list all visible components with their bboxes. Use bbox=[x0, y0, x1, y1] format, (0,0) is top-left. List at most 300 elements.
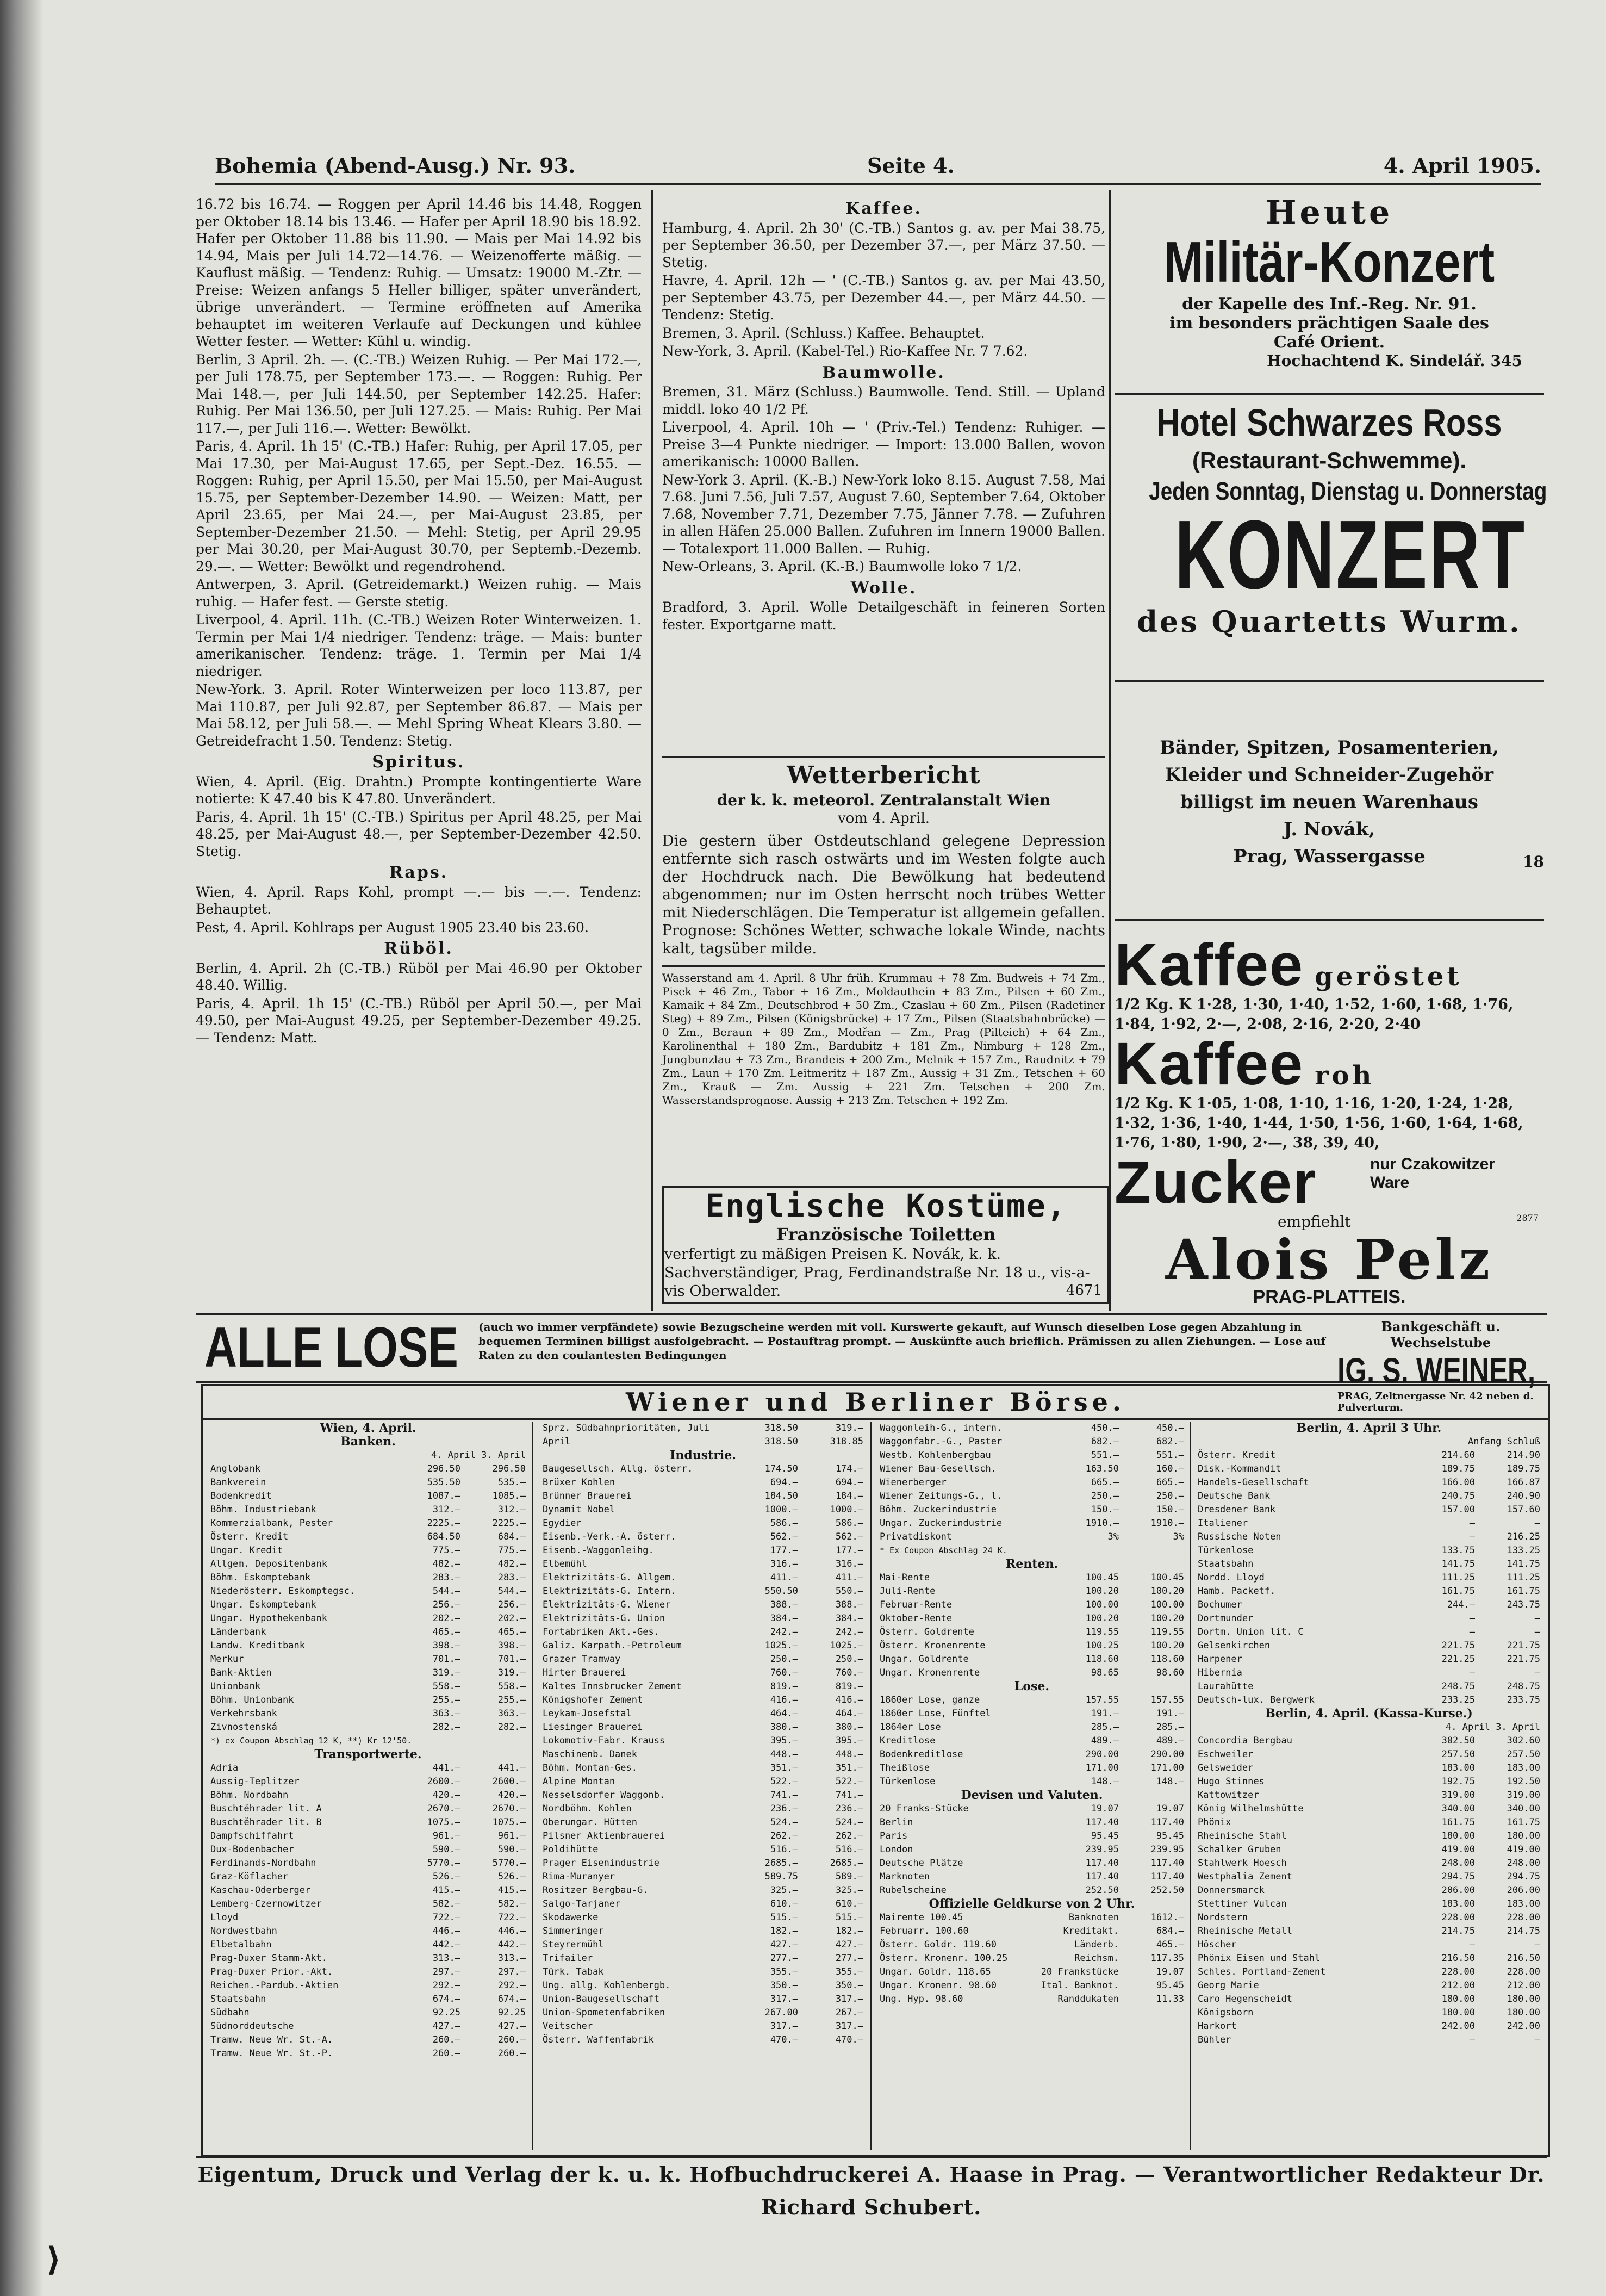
table-row bbox=[1198, 1938, 1540, 1952]
security-name: Eisenb.-Verk.-A. österr. bbox=[543, 1531, 676, 1542]
table-row bbox=[210, 1816, 526, 1829]
column-subheading: Transportwerte. bbox=[314, 1747, 422, 1761]
quote-value: 415.— bbox=[432, 1885, 460, 1896]
security-name: Alpine Montan bbox=[543, 1776, 615, 1787]
table-row bbox=[880, 1829, 1184, 1843]
quote-value: 419.00 bbox=[1441, 1844, 1475, 1855]
quote-value: 1075.— bbox=[427, 1817, 460, 1828]
table-row bbox=[880, 1965, 1184, 1979]
quote-value: 221.25 bbox=[1441, 1654, 1475, 1665]
security-name: Prag-Duxer Stamm-Akt. bbox=[210, 1953, 327, 1964]
quote-value: 282.— bbox=[497, 1722, 526, 1733]
quote-value: 150.— bbox=[1091, 1504, 1119, 1515]
quote-value: 398.— bbox=[432, 1640, 460, 1651]
table-row bbox=[880, 1612, 1184, 1625]
security-name: London bbox=[880, 1844, 913, 1855]
table-row bbox=[210, 1789, 526, 1802]
quote-value: 419.00 bbox=[1507, 1844, 1540, 1855]
quote-value: 2225.— bbox=[427, 1518, 460, 1529]
security-name: Skodawerke bbox=[543, 1912, 599, 1923]
quote-value: 420.— bbox=[497, 1790, 526, 1801]
quote-value: Reichsm. bbox=[1074, 1953, 1119, 1964]
quote-value: 448.— bbox=[835, 1749, 863, 1760]
quote-value: 206.00 bbox=[1441, 1885, 1475, 1896]
table-row bbox=[880, 1462, 1184, 1476]
table-row bbox=[1198, 1884, 1540, 1897]
quote-value: 319.00 bbox=[1507, 1790, 1540, 1801]
quote-value: 239.95 bbox=[1150, 1844, 1184, 1855]
quote-value: 183.00 bbox=[1507, 1763, 1540, 1773]
ad-side-note bbox=[1370, 1155, 1495, 1192]
table-row bbox=[210, 1870, 526, 1884]
security-name: Brünner Brauerei bbox=[543, 1491, 632, 1501]
paragraph: Paris, 4. April. 1h 15' (C.-TB.) Rüböl per April 50.—, per Mai 49.50, per Mai-August 49.25, per September-Dezember 49.25. — Tendenz: Matt. bbox=[196, 995, 642, 1046]
rows-banken bbox=[210, 1462, 526, 1734]
quote-value: 582.— bbox=[432, 1898, 460, 1909]
boerse-column-industrie bbox=[543, 1422, 863, 2047]
table-row bbox=[543, 1993, 863, 2006]
quote-value: — bbox=[1469, 2034, 1475, 2045]
quote-value: 684.— bbox=[497, 1531, 526, 1542]
table-row bbox=[543, 1693, 863, 1707]
table-row bbox=[210, 1897, 526, 1911]
quote-value: 148.— bbox=[1156, 1776, 1184, 1787]
table-row bbox=[1198, 1530, 1540, 1544]
quote-value: 2600.— bbox=[427, 1776, 460, 1787]
paragraph: Bremen, 3. April. (Schluss.) Kaffee. Behauptet. bbox=[662, 325, 985, 341]
quote-value: 351.— bbox=[770, 1763, 798, 1773]
table-row bbox=[1198, 1925, 1540, 1938]
quote-value: 522.— bbox=[835, 1776, 863, 1787]
table-row bbox=[880, 1693, 1184, 1707]
security-name: Österr. Kronenr. 100.25 bbox=[880, 1953, 1008, 1964]
security-name: Disk.-Kommandit bbox=[1198, 1463, 1281, 1474]
quote-value: 384.— bbox=[835, 1613, 863, 1624]
quote-value: 252.50 bbox=[1150, 1885, 1184, 1896]
table-row bbox=[210, 1761, 526, 1775]
security-name: Kaltes Innsbrucker Zement bbox=[543, 1681, 682, 1692]
security-name: Österr. Kronenrente bbox=[880, 1640, 986, 1651]
table-row bbox=[1198, 1449, 1540, 1462]
column-subheading: Renten. bbox=[1005, 1557, 1059, 1571]
quote-value: 92.25 bbox=[497, 2007, 526, 2018]
table-row bbox=[543, 1653, 863, 1666]
table-row bbox=[210, 1979, 526, 1993]
security-name: Schles. Portland-Zement bbox=[1198, 1966, 1326, 1977]
quote-value: 267.— bbox=[835, 2007, 863, 2018]
quote-value: 117.40 bbox=[1085, 1871, 1119, 1882]
security-name: Salgo-Tarjaner bbox=[543, 1898, 621, 1909]
quote-value: 398.— bbox=[497, 1640, 526, 1651]
quote-value: 248.00 bbox=[1507, 1858, 1540, 1869]
quote-value: — bbox=[1534, 2034, 1540, 2045]
quote-value: 562.— bbox=[835, 1531, 863, 1542]
quote-value: 100.00 bbox=[1150, 1599, 1184, 1610]
table-row bbox=[210, 2033, 526, 2047]
quote-value: 117.40 bbox=[1085, 1817, 1119, 1828]
quote-value: 228.00 bbox=[1441, 1912, 1475, 1923]
ad-line: der Kapelle des Inf.-Reg. Nr. 91. bbox=[1182, 295, 1477, 314]
security-name: Theißlose bbox=[880, 1763, 930, 1773]
quote-value: 117.35 bbox=[1150, 1953, 1184, 1964]
ad-line: PRAG, Zeltnergasse Nr. 42 neben d. Pulverturm. bbox=[1337, 1391, 1534, 1413]
table-row bbox=[880, 1625, 1184, 1639]
quote-value: 411.— bbox=[835, 1572, 863, 1583]
quote-value: 5770.— bbox=[492, 1858, 526, 1869]
section-heading: Kaffee. bbox=[845, 199, 922, 218]
column-subheading: Offizielle Geldkurse von 2 Uhr. bbox=[929, 1897, 1135, 1911]
security-name: 1864er Lose bbox=[880, 1722, 941, 1733]
table-row bbox=[543, 1639, 863, 1653]
table-row bbox=[880, 1870, 1184, 1884]
table-row bbox=[880, 1707, 1184, 1721]
quote-value: 141.75 bbox=[1441, 1559, 1475, 1569]
quote-value: 1025.— bbox=[830, 1640, 863, 1651]
quote-value: 312.— bbox=[497, 1504, 526, 1515]
quote-value: 262.— bbox=[835, 1830, 863, 1841]
security-name: Dresdener Bank bbox=[1198, 1504, 1276, 1515]
table-row bbox=[210, 1843, 526, 1857]
security-name: Ungar. Goldrente bbox=[880, 1654, 969, 1665]
table-row bbox=[210, 1585, 526, 1598]
ad-line: Prag, Wassergasse bbox=[1233, 846, 1426, 867]
security-name: Böhm. Unionbank bbox=[210, 1695, 294, 1705]
security-name: Paris bbox=[880, 1830, 908, 1841]
security-name: Nordwestbahn bbox=[210, 1926, 277, 1937]
quote-value: 214.90 bbox=[1507, 1450, 1540, 1461]
quote-value: — bbox=[1469, 1518, 1475, 1529]
paragraph: Liverpool, 4. April. 10h — ' (Priv.-Tel.) Tendenz: Ruhiger. — Preise 3—4 Punkte niedriger. — Import: 13.000 Ballen, wovon amerikanisch: 10000 Ballen. bbox=[662, 419, 1105, 469]
security-name: Phönix bbox=[1198, 1817, 1231, 1828]
column-subheading: Devisen und Valuten. bbox=[961, 1788, 1103, 1802]
quote-value: 442.— bbox=[497, 1939, 526, 1950]
security-name: Österr. Kredit bbox=[1198, 1450, 1276, 1461]
quote-value: 317.— bbox=[835, 1994, 863, 2005]
security-name: Harpener bbox=[1198, 1654, 1242, 1665]
table-row bbox=[210, 1462, 526, 1476]
security-name: Brüxer Kohlen bbox=[543, 1477, 615, 1488]
quote-value: 256.— bbox=[497, 1599, 526, 1610]
quote-value: 180.00 bbox=[1441, 1994, 1475, 2005]
quote-value: 180.00 bbox=[1507, 2007, 1540, 2018]
security-name: Hibernia bbox=[1198, 1667, 1242, 1678]
table-row bbox=[1198, 1666, 1540, 1680]
security-name: Merkur bbox=[210, 1654, 244, 1665]
security-name: Leykam-Josefstal bbox=[543, 1708, 632, 1719]
table-row bbox=[543, 1625, 863, 1639]
security-name: 1860er Lose, ganze bbox=[880, 1695, 980, 1705]
paragraph: Havre, 4. April. 12h — ' (C.-TB.) Santos g. av. per Mai 43.50, per September 43.75, per Dezember 44.—, per März 44.50. — Tendenz: Stetig. bbox=[662, 272, 1105, 322]
column-subheading: Lose. bbox=[1014, 1679, 1050, 1693]
security-name: Union-Spometenfabriken bbox=[543, 2007, 665, 2018]
table-row bbox=[543, 1952, 863, 1965]
quote-value: 119.55 bbox=[1150, 1627, 1184, 1637]
security-name: Kreditlose bbox=[880, 1735, 936, 1746]
table-row bbox=[210, 1707, 526, 1721]
quote-value: 701.— bbox=[497, 1654, 526, 1665]
table-row bbox=[543, 1829, 863, 1843]
table-row bbox=[880, 1925, 1184, 1938]
security-name: Ungar. Kronenr. 98.60 bbox=[880, 1980, 997, 1991]
quote-value: 2685.— bbox=[830, 1858, 863, 1869]
security-name: Pilsner Aktienbrauerei bbox=[543, 1830, 665, 1841]
ad-line: (Restaurant-Schwemme). bbox=[1192, 448, 1467, 473]
security-name: Niederösterr. Eskomptegsc. bbox=[210, 1586, 356, 1597]
quote-value: 446.— bbox=[497, 1926, 526, 1937]
quote-value: 760.— bbox=[770, 1667, 798, 1678]
paragraph: Paris, 4. April. 1h 15' (C.-TB.) Hafer: Ruhig, per April 17.05, per Mai 17.30, per Mai-August 17.65, per Sept.-Dez. 16.55. — Roggen: Ruhig, per April 15.50, per Mai 15.50, per Mai-August 15.75, per September-Dezember 14.90. — Weizen: Matt, per April 23.65, per Mai 24.—, per Mai-August 23.85, per September-Dezember 21.50. — Mehl: Stetig, per April 29.95 per Mai 30.20, per Mai-August 30.70, per Septemb.-Dezemb. 29.—. — Wetter: Bewölkt und regendrohend. bbox=[196, 438, 642, 574]
quote-value: 694.— bbox=[770, 1477, 798, 1488]
quote-value: 515.— bbox=[835, 1912, 863, 1923]
table-row bbox=[210, 1639, 526, 1653]
section-heading: Wolle. bbox=[850, 578, 917, 598]
quote-value: 118.60 bbox=[1085, 1654, 1119, 1665]
ad-englische-kostueme bbox=[662, 1186, 1110, 1304]
price-list: 1/2 Kg. K 1·05, 1·08, 1·10, 1·16, 1·20, 1·24, 1·28, 1·32, 1·36, 1·40, 1·44, 1·50, 1·56, 1·60, 1·64, 1·68, 1·76, 1·80, 1·90, 2·—, 38, 39, 40, bbox=[1115, 1095, 1523, 1151]
quote-value: 355.— bbox=[835, 1966, 863, 1977]
security-name: Reichen.-Pardub.-Aktien bbox=[210, 1980, 339, 1991]
column-dates: 4. April 3. April bbox=[1446, 1722, 1540, 1733]
quote-value: 694.— bbox=[835, 1477, 863, 1488]
ad-headline: Zucker bbox=[1115, 1149, 1317, 1216]
quote-value: 427.— bbox=[770, 1939, 798, 1950]
quote-value: 221.75 bbox=[1441, 1640, 1475, 1651]
quote-value: 318.50 bbox=[764, 1436, 798, 1447]
table-row bbox=[880, 1571, 1184, 1585]
quote-value: 516.— bbox=[835, 1844, 863, 1855]
ad-signature-text: Hochachtend K. Sindelář. bbox=[1267, 352, 1485, 370]
table-row bbox=[1198, 1544, 1540, 1557]
security-name: Deutsche Plätze bbox=[880, 1858, 963, 1869]
ad-divider bbox=[1115, 393, 1544, 395]
table-row bbox=[210, 1598, 526, 1612]
security-name: Dux-Bodenbacher bbox=[210, 1844, 294, 1855]
security-name: Oberungar. Hütten bbox=[543, 1817, 637, 1828]
security-name: Rubelscheine bbox=[880, 1885, 947, 1896]
table-row bbox=[880, 1530, 1184, 1544]
quote-value: — bbox=[1534, 1667, 1540, 1678]
table-row bbox=[1198, 1680, 1540, 1693]
weather-body: Die gestern über Ostdeutschland gelegene Depression entfernte sich rasch ostwärts und im Westen folgte auch der Hochdruck nach. Die Bewölkung hat bedeutend abgenommen; nur im Osten herrscht noch trübes Wetter mit Niederschlägen. Die Temperatur ist allgemein gefallen. Prognose: Schönes Wetter, schwache lokale Winde, nachts kalt, tagsüber milde. bbox=[662, 833, 1105, 957]
quote-value: 296.50 bbox=[427, 1463, 460, 1474]
security-name: Rheinische Metall bbox=[1198, 1926, 1292, 1937]
ad-address: PRAG-PLATTEIS. bbox=[1253, 1287, 1406, 1307]
table-row bbox=[543, 1612, 863, 1625]
quote-value: 240.90 bbox=[1507, 1491, 1540, 1501]
table-row bbox=[543, 2020, 863, 2033]
security-name: Bochumer bbox=[1198, 1599, 1242, 1610]
quote-value: 350.— bbox=[835, 1980, 863, 1991]
quote-value: 665.— bbox=[1156, 1477, 1184, 1488]
water-levels: Wasserstand am 4. April. 8 Uhr früh. Krummau + 78 Zm. Budweis + 74 Zm., Pisek + 46 Zm., Tabor + 16 Zm., Moldauthein + 83 Zm., Pilsen + 60 Zm., Kamaik + 84 Zm., Deutschbrod + 50 Zm., Czaslau + 60 Zm., Pilsen (Radetiner Steg) + 89 Zm., Pilsen (Königsbrücke) + 17 Zm., Pilsen (Staatsbahnbrücke) — 0 Zm., Beraun + 89 Zm., Modřan — Zm., Prag (Pilteich) + 64 Zm., Karolinenthal + 180 Zm., Bardubitz + 181 Zm., Nimburg + 128 Zm., Jungbunzlau + 73 Zm., Brandeis + 200 Zm., Melnik + 157 Zm., Raudnitz + 79 Zm., Laun + 170 Zm. Leitmeritz + 187 Zm., Aussig + 31 Zm., Tetschen + 60 Zm., Krauß — Zm. Aussig + 221 Zm. Tetschen + 200 Zm. Wasserstandsprognose. Aussig + 213 Zm. Tetschen + 192 Zm. bbox=[662, 965, 1105, 1107]
table-row bbox=[543, 1761, 863, 1775]
column-heading: Berlin, 4. April 3 Uhr. bbox=[1296, 1421, 1442, 1435]
ad-headline: Kaffee bbox=[1115, 932, 1304, 998]
weather-date: vom 4. April. bbox=[837, 810, 930, 827]
security-name: Bodenkreditlose bbox=[880, 1749, 963, 1760]
table-row bbox=[880, 1517, 1184, 1530]
table-row bbox=[1198, 2006, 1540, 2020]
quote-value: 1000.— bbox=[830, 1504, 863, 1515]
weather-subtitle: der k. k. meteorol. Zentralanstalt Wien bbox=[717, 791, 1051, 809]
ad-number: 345 bbox=[1490, 352, 1522, 370]
table-row bbox=[1198, 2033, 1540, 2047]
quote-value: 216.50 bbox=[1441, 1953, 1475, 1964]
rows-berlin-kassa bbox=[1198, 1734, 1540, 2047]
quote-value: 610.— bbox=[835, 1898, 863, 1909]
table-row bbox=[880, 1598, 1184, 1612]
table-row bbox=[1198, 1557, 1540, 1571]
table-row bbox=[543, 1965, 863, 1979]
security-name: Ungar. Kredit bbox=[210, 1545, 283, 1556]
security-name: Kattowitzer bbox=[1198, 1790, 1259, 1801]
quote-value: 590.— bbox=[497, 1844, 526, 1855]
quote-value: 550.50 bbox=[764, 1586, 798, 1597]
quote-value: 586.— bbox=[770, 1518, 798, 1529]
quote-value: 450.— bbox=[1091, 1423, 1119, 1434]
quote-value: 119.55 bbox=[1085, 1627, 1119, 1637]
quote-value: 189.75 bbox=[1507, 1463, 1540, 1474]
table-row bbox=[1198, 1816, 1540, 1829]
security-name: Privatdiskont bbox=[880, 1531, 953, 1542]
quote-value: 317.— bbox=[835, 2021, 863, 2032]
quote-value: 1025.— bbox=[764, 1640, 798, 1651]
rows-transport bbox=[210, 1761, 526, 2061]
security-name: Februarr. 100.60 bbox=[880, 1926, 969, 1937]
ad-body: verfertigt zu mäßigen Preisen K. Novák, k. k. Sachverständiger, Prag, Ferdinandstraße Nr. 18 u., vis-a-vis Oberwalder. bbox=[664, 1246, 1090, 1300]
security-name: Allgem. Depositenbank bbox=[210, 1559, 327, 1569]
quote-value: 760.— bbox=[835, 1667, 863, 1678]
security-name: Elektrizitäts-G. Union bbox=[543, 1613, 665, 1624]
table-row bbox=[210, 1476, 526, 1490]
quote-value: 384.— bbox=[770, 1613, 798, 1624]
table-row bbox=[1198, 1476, 1540, 1490]
quote-value: 180.00 bbox=[1441, 2007, 1475, 2018]
table-row bbox=[210, 1557, 526, 1571]
security-name: Österr. Kredit bbox=[210, 1531, 289, 1542]
table-row bbox=[543, 1707, 863, 1721]
quote-value: 465.— bbox=[1156, 1939, 1184, 1950]
quote-value: 535.50 bbox=[427, 1477, 460, 1488]
security-name: Westb. Kohlenbergbau bbox=[880, 1450, 991, 1461]
table-row bbox=[543, 1938, 863, 1952]
ad-subline: geröstet bbox=[1315, 961, 1462, 992]
quote-value: 183.00 bbox=[1441, 1898, 1475, 1909]
quote-value: 313.— bbox=[432, 1953, 460, 1964]
quote-value: 558.— bbox=[432, 1681, 460, 1692]
quote-value: 184.— bbox=[835, 1491, 863, 1501]
security-name: Nordstern bbox=[1198, 1912, 1248, 1923]
table-row bbox=[880, 1857, 1184, 1870]
rows-industrie bbox=[543, 1462, 863, 2047]
quote-value: 240.75 bbox=[1441, 1491, 1475, 1501]
table-row bbox=[210, 1952, 526, 1965]
quote-value: 586.— bbox=[835, 1518, 863, 1529]
table-row bbox=[210, 1693, 526, 1707]
table-row bbox=[543, 1530, 863, 1544]
quote-value: 610.— bbox=[770, 1898, 798, 1909]
security-name: Staatsbahn bbox=[210, 1994, 266, 2005]
security-name: Westphalia Zement bbox=[1198, 1871, 1292, 1882]
security-name: Deutsche Bank bbox=[1198, 1491, 1271, 1501]
security-name: 20 Franks-Stücke bbox=[880, 1803, 969, 1814]
quote-value: 118.60 bbox=[1150, 1654, 1184, 1665]
quote-value: 701.— bbox=[432, 1654, 460, 1665]
security-name: Schalker Gruben bbox=[1198, 1844, 1281, 1855]
security-name: Adria bbox=[210, 1763, 239, 1773]
column-divider bbox=[532, 1422, 533, 2150]
quote-value: 160.— bbox=[1156, 1463, 1184, 1474]
paragraph: Wien, 4. April. (Eig. Drahtn.) Prompte kontingentierte Ware notierte: K 47.40 bis K 47.80. Unverändert. bbox=[196, 773, 642, 806]
ad-headline: Militär-Konzert bbox=[1163, 230, 1495, 294]
paragraph: Paris, 4. April. 1h 15' (C.-TB.) Spiritus per April 48.25, per Mai 48.25, per Mai-August 48.—, per September-Dezember 42.50. Stetig. bbox=[196, 809, 642, 859]
quote-value: 302.50 bbox=[1441, 1735, 1475, 1746]
quote-value: 325.— bbox=[835, 1885, 863, 1896]
security-name: Buschtěhrader lit. A bbox=[210, 1803, 322, 1814]
quote-value: 544.— bbox=[432, 1586, 460, 1597]
quote-value: 427.— bbox=[835, 1939, 863, 1950]
security-name: Poldihütte bbox=[543, 1844, 599, 1855]
column-subheading: Banken. bbox=[340, 1435, 396, 1449]
quote-value: 233.25 bbox=[1441, 1695, 1475, 1705]
quote-value: 242.— bbox=[835, 1627, 863, 1637]
table-row bbox=[543, 1721, 863, 1734]
security-name: Bankverein bbox=[210, 1477, 266, 1488]
table-row bbox=[543, 1490, 863, 1503]
quote-value: 228.00 bbox=[1507, 1912, 1540, 1923]
quote-value: 582.— bbox=[497, 1898, 526, 1909]
quote-value: 100.20 bbox=[1150, 1586, 1184, 1597]
table-row bbox=[880, 1476, 1184, 1490]
column-heading: Wien, 4. April. bbox=[320, 1421, 416, 1435]
paragraph: Bremen, 31. März (Schluss.) Baumwolle. Tend. Still. — Upland middl. loko 40 1/2 Pf. bbox=[662, 384, 1105, 417]
table-row bbox=[210, 2047, 526, 2061]
quote-value: 282.— bbox=[432, 1722, 460, 1733]
quote-value: 292.— bbox=[497, 1980, 526, 1991]
quote-value: Länderb. bbox=[1074, 1939, 1119, 1950]
page-footer: Eigentum, Druck und Verlag der k. u. k. Hofbuchdruckerei A. Haase in Prag. — Verantwortlicher Redakteur Dr. Richard Schubert. bbox=[196, 2156, 1547, 2191]
security-name: Böhm. Nordbahn bbox=[210, 1790, 289, 1801]
security-name: Marknoten bbox=[880, 1871, 930, 1882]
table-row bbox=[210, 1884, 526, 1897]
quote-value: 212.00 bbox=[1441, 1980, 1475, 1991]
quote-value: 380.— bbox=[770, 1722, 798, 1733]
quote-value: 100.45 bbox=[1085, 1572, 1119, 1583]
quote-value: 236.— bbox=[835, 1803, 863, 1814]
quote-value: 363.— bbox=[432, 1708, 460, 1719]
table-row bbox=[1198, 1965, 1540, 1979]
quote-value: 148.— bbox=[1091, 1776, 1119, 1787]
quote-value: 1075.— bbox=[492, 1817, 526, 1828]
security-name: Berlin bbox=[880, 1817, 913, 1828]
quote-value: Randdukaten bbox=[1057, 1994, 1119, 2005]
quote-value: 395.— bbox=[770, 1735, 798, 1746]
table-row bbox=[1198, 1734, 1540, 1748]
paragraph: New-Orleans, 3. April. (K.-B.) Baumwolle loko 7 1/2. bbox=[662, 559, 1022, 574]
quote-value: 111.25 bbox=[1507, 1572, 1540, 1583]
quote-value: 5770.— bbox=[427, 1858, 460, 1869]
quote-value: — bbox=[1534, 1627, 1540, 1637]
table-row bbox=[543, 1911, 863, 1925]
table-row bbox=[880, 1422, 1184, 1435]
quote-value: 674.— bbox=[497, 1994, 526, 2005]
table-row bbox=[543, 1775, 863, 1789]
table-row bbox=[543, 1979, 863, 1993]
security-name: Rima-Muranyer bbox=[543, 1871, 615, 1882]
security-name: Südbahn bbox=[210, 2007, 250, 2018]
quote-value: — bbox=[1469, 1531, 1475, 1542]
quote-value: 157.60 bbox=[1507, 1504, 1540, 1515]
